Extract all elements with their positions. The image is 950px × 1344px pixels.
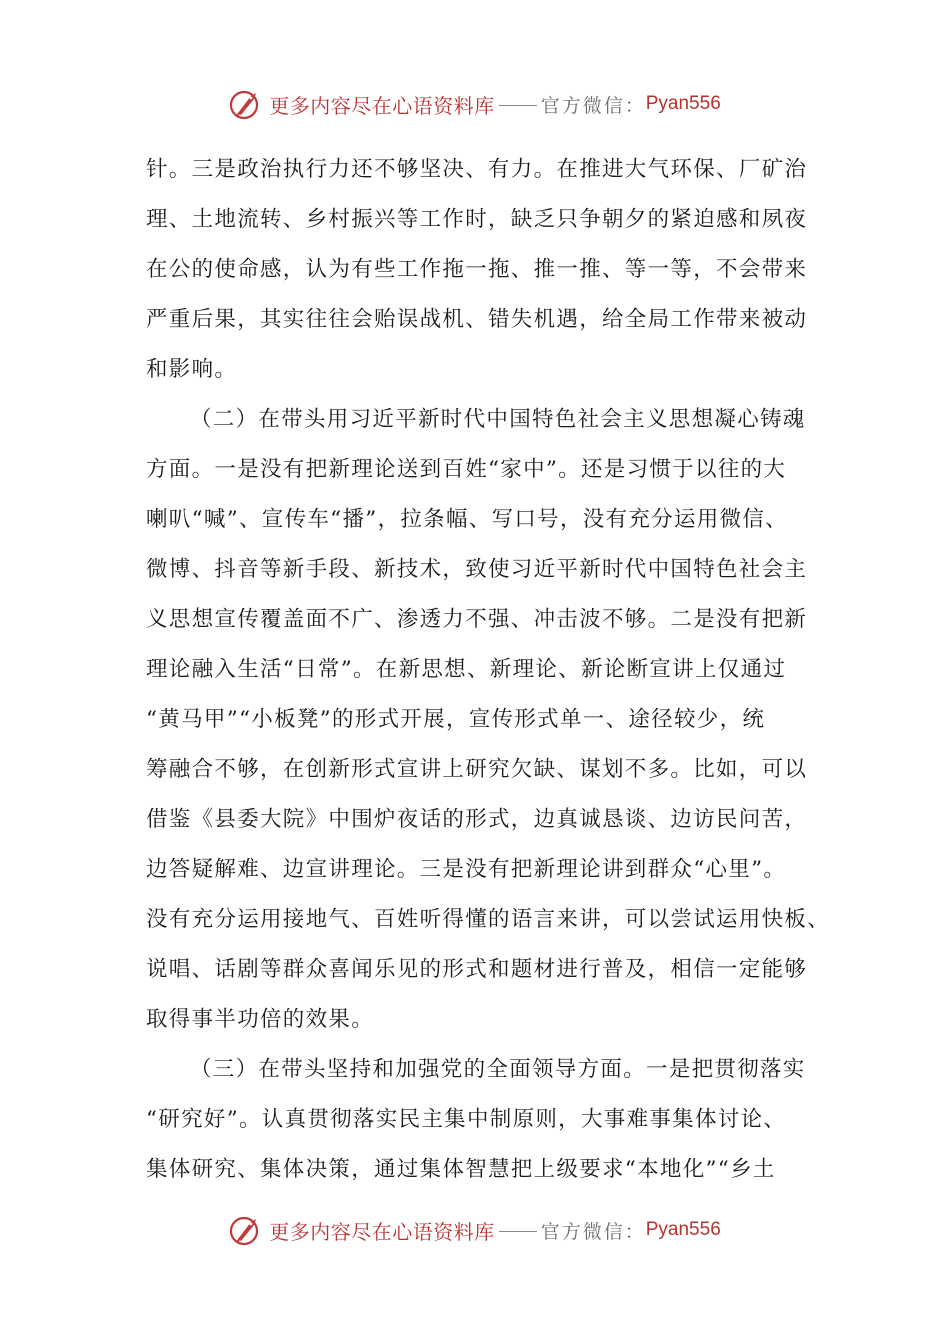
text-line: 借鉴《县委大院》中围炉夜话的形式，边真诚恳谈、边访民问苦， bbox=[146, 807, 808, 832]
text-line: 取得事半功倍的效果。 bbox=[146, 1007, 375, 1032]
paragraph-heading-3: （三）在带头坚持和加强党的全面领导方面。一是把贯彻落实 bbox=[190, 1057, 806, 1082]
header-contact-id: Pyan556 bbox=[645, 93, 721, 114]
text-line: 针。三是政治执行力还不够坚决、有力。在推进大气环保、厂矿治 bbox=[146, 157, 808, 182]
text-line: 边答疑解难、边宣讲理论。三是没有把新理论讲到群众“心里”。 bbox=[146, 857, 787, 882]
text-line: 说唱、话剧等群众喜闻乐见的形式和题材进行普及，相信一定能够 bbox=[146, 957, 808, 982]
footer-site-text: 更多内容尽在心语资料库 bbox=[269, 1219, 495, 1244]
pen-nib-logo-icon bbox=[229, 87, 263, 121]
text-line: “黄马甲”“小板凳”的形式开展，宣传形式单一、途径较少，统 bbox=[146, 707, 766, 732]
text-line: 严重后果，其实往往会贻误战机、错失机遇，给全局工作带来被动 bbox=[146, 307, 808, 332]
text-line: 微博、抖音等新手段、新技术，致使习近平新时代中国特色社会主 bbox=[146, 557, 808, 582]
pen-nib-logo-icon bbox=[229, 1213, 263, 1247]
text-line: 集体研究、集体决策，通过集体智慧把上级要求“本地化”“乡土 bbox=[146, 1157, 776, 1182]
header-site-text: 更多内容尽在心语资料库 bbox=[269, 93, 495, 118]
footer-contact-id: Pyan556 bbox=[645, 1219, 721, 1240]
text-line: 筹融合不够，在创新形式宣讲上研究欠缺、谋划不多。比如，可以 bbox=[146, 757, 808, 782]
footer-contact-label: 官方微信： bbox=[540, 1220, 646, 1243]
text-line: 义思想宣传覆盖面不广、渗透力不强、冲击波不够。二是没有把新 bbox=[146, 607, 808, 632]
footer-watermark-banner bbox=[0, 1210, 950, 1250]
footer-dash-divider bbox=[499, 1231, 537, 1232]
text-line: 喇叭“喊”、宣传车“播”，拉条幅、写口号，没有充分运用微信、 bbox=[146, 507, 788, 532]
text-line: 方面。一是没有把新理论送到百姓“家中”。还是习惯于以往的大 bbox=[146, 457, 787, 482]
text-line: 和影响。 bbox=[146, 357, 238, 382]
header-dash-divider bbox=[499, 105, 537, 106]
text-line: “研究好”。认真贯彻落实民主集中制原则，大事难事集体讨论、 bbox=[146, 1107, 787, 1132]
text-line: 理、土地流转、乡村振兴等工作时，缺乏只争朝夕的紧迫感和夙夜 bbox=[146, 207, 808, 232]
text-line: 在公的使命感，认为有些工作拖一拖、推一推、等一等，不会带来 bbox=[146, 257, 808, 282]
text-line: 理论融入生活“日常”。在新思想、新理论、新论断宣讲上仅通过 bbox=[146, 657, 787, 682]
header-watermark-banner bbox=[0, 84, 950, 124]
header-contact-label: 官方微信： bbox=[540, 94, 646, 117]
text-line: 没有充分运用接地气、百姓听得懂的语言来讲，可以尝试运用快板、 bbox=[146, 907, 831, 932]
paragraph-heading-2: （二）在带头用习近平新时代中国特色社会主义思想凝心铸魂 bbox=[190, 407, 806, 432]
